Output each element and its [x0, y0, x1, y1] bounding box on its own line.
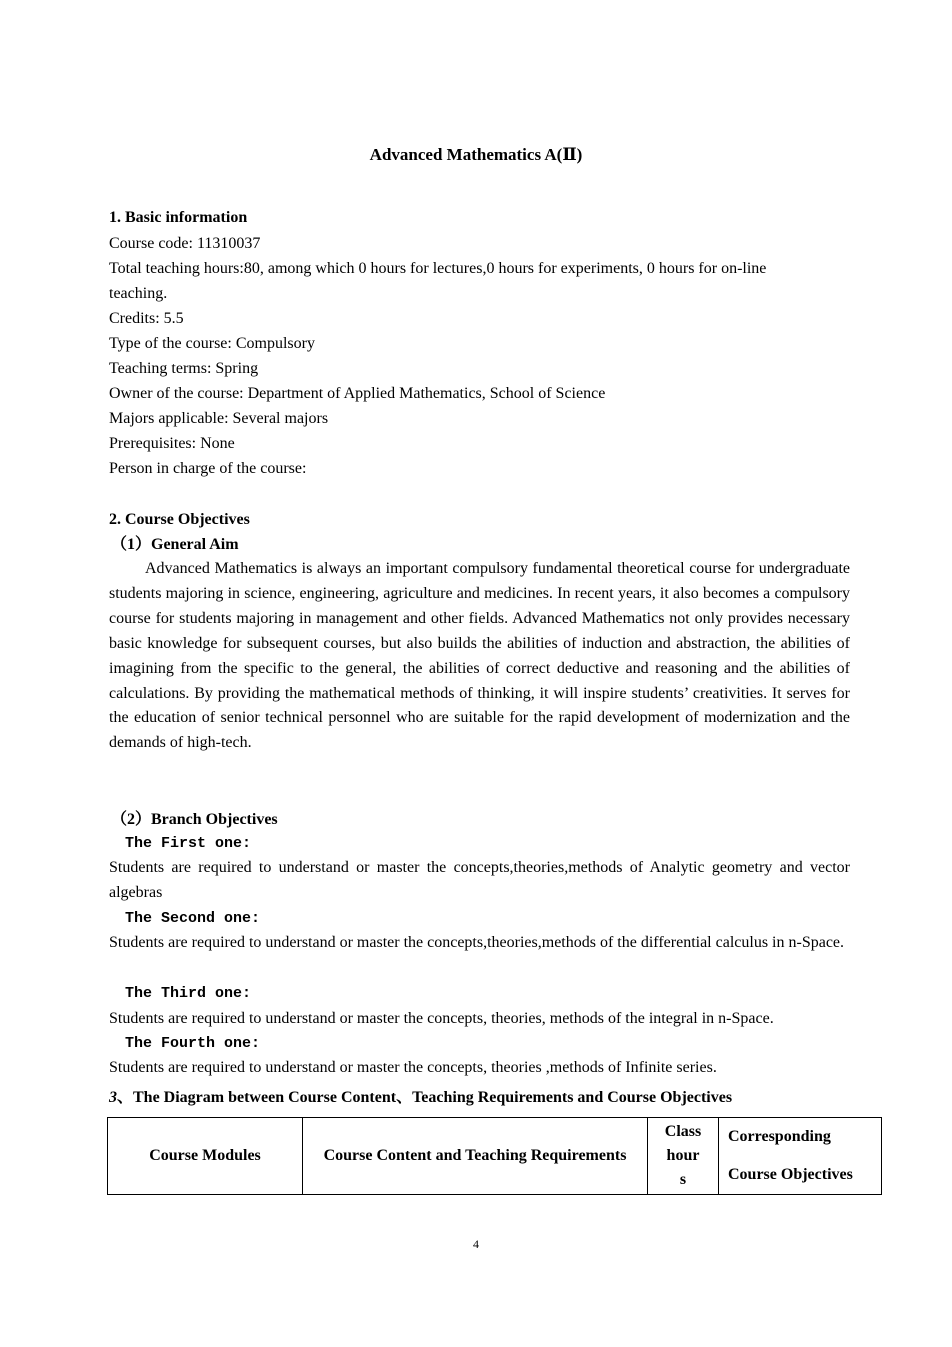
- header-corresponding-objectives: [719, 1118, 882, 1195]
- teaching-terms: Teaching terms: Spring: [109, 360, 259, 377]
- third-objective-label: The Third one:: [125, 985, 252, 1002]
- prerequisites: Prerequisites: None: [109, 435, 235, 452]
- total-hours-line-1: Total teaching hours:80, among which 0 hours for lectures,0 hours for experiments, 0 hours for on-line: [109, 260, 767, 277]
- fourth-objective-label: The Fourth one:: [125, 1035, 261, 1052]
- section-3-heading: [109, 1088, 732, 1108]
- header-class-hours-line-3: s: [679, 1171, 687, 1188]
- document-title: Advanced Mathematics A(Ⅱ): [369, 145, 583, 164]
- header-course-modules: Course Modules: [108, 1118, 303, 1195]
- third-objective-text: Students are required to understand or master the concepts, theories, methods of the integral in n-Space.: [109, 1010, 774, 1027]
- header-course-content: Course Content and Teaching Requirements: [303, 1118, 648, 1195]
- majors-applicable: Majors applicable: Several majors: [109, 410, 329, 427]
- first-objective-label: The First one:: [125, 835, 252, 852]
- page-number: 4: [473, 1237, 479, 1251]
- fourth-objective-text: Students are required to understand or master the concepts, theories ,methods of Infinite series.: [109, 1059, 717, 1076]
- person-in-charge: Person in charge of the course:: [109, 460, 307, 477]
- objectives-table: [107, 1117, 882, 1195]
- course-owner: Owner of the course: Department of Applied Mathematics, School of Science: [109, 385, 606, 402]
- total-hours-line-2: teaching.: [109, 285, 168, 302]
- second-objective-label: The Second one:: [125, 910, 261, 927]
- course-type: Type of the course: Compulsory: [109, 335, 315, 352]
- course-code: Course code: 11310037: [109, 235, 261, 252]
- section-3-title: 、The Diagram between Course Content、Teaching Requirements and Course Objectives: [117, 1089, 733, 1106]
- header-objectives-line-2: Course Objectives: [728, 1166, 853, 1183]
- header-class-hours-line-2: hour: [666, 1147, 700, 1164]
- general-aim-heading: （1）General Aim: [111, 536, 239, 553]
- table-header-row: [108, 1118, 882, 1195]
- header-objectives-line-1: Corresponding: [728, 1128, 831, 1145]
- header-class-hours-line-1: Class: [664, 1123, 702, 1140]
- section-3-number: 3: [109, 1089, 117, 1106]
- header-class-hours: [648, 1118, 719, 1195]
- section-1-heading: 1. Basic information: [109, 209, 248, 226]
- section-2-heading: 2. Course Objectives: [109, 511, 250, 528]
- first-objective-text: Students are required to understand or master the concepts,theories,methods of Analytic geometry and vector algebras: [109, 859, 850, 901]
- branch-objectives-heading: （2）Branch Objectives: [111, 811, 278, 828]
- general-aim-text: Advanced Mathematics is always an important compulsory fundamental theoretical course for undergraduate students majoring in science, engineering, agriculture and medicines. In recent years, it also becomes a compulsory course for students majoring in management and other fields. Advanced Mathematics not only provides necessary basic knowledge for subsequent courses, but also builds the abilities of induction and abstraction, the abilities of imagining from the specific to the general, the abilities of correct deductive and reasoning and the abilities of calculations. By providing the mathematical methods of thinking, it will inspire students’ creativities. It serves for the education of senior technical personnel who are suitable for the rapid development of modernization and the demands of high-tech.: [109, 560, 850, 752]
- second-objective-text: Students are required to understand or master the concepts,theories,methods of the differential calculus in n-Space.: [109, 934, 845, 951]
- credits: Credits: 5.5: [109, 310, 184, 327]
